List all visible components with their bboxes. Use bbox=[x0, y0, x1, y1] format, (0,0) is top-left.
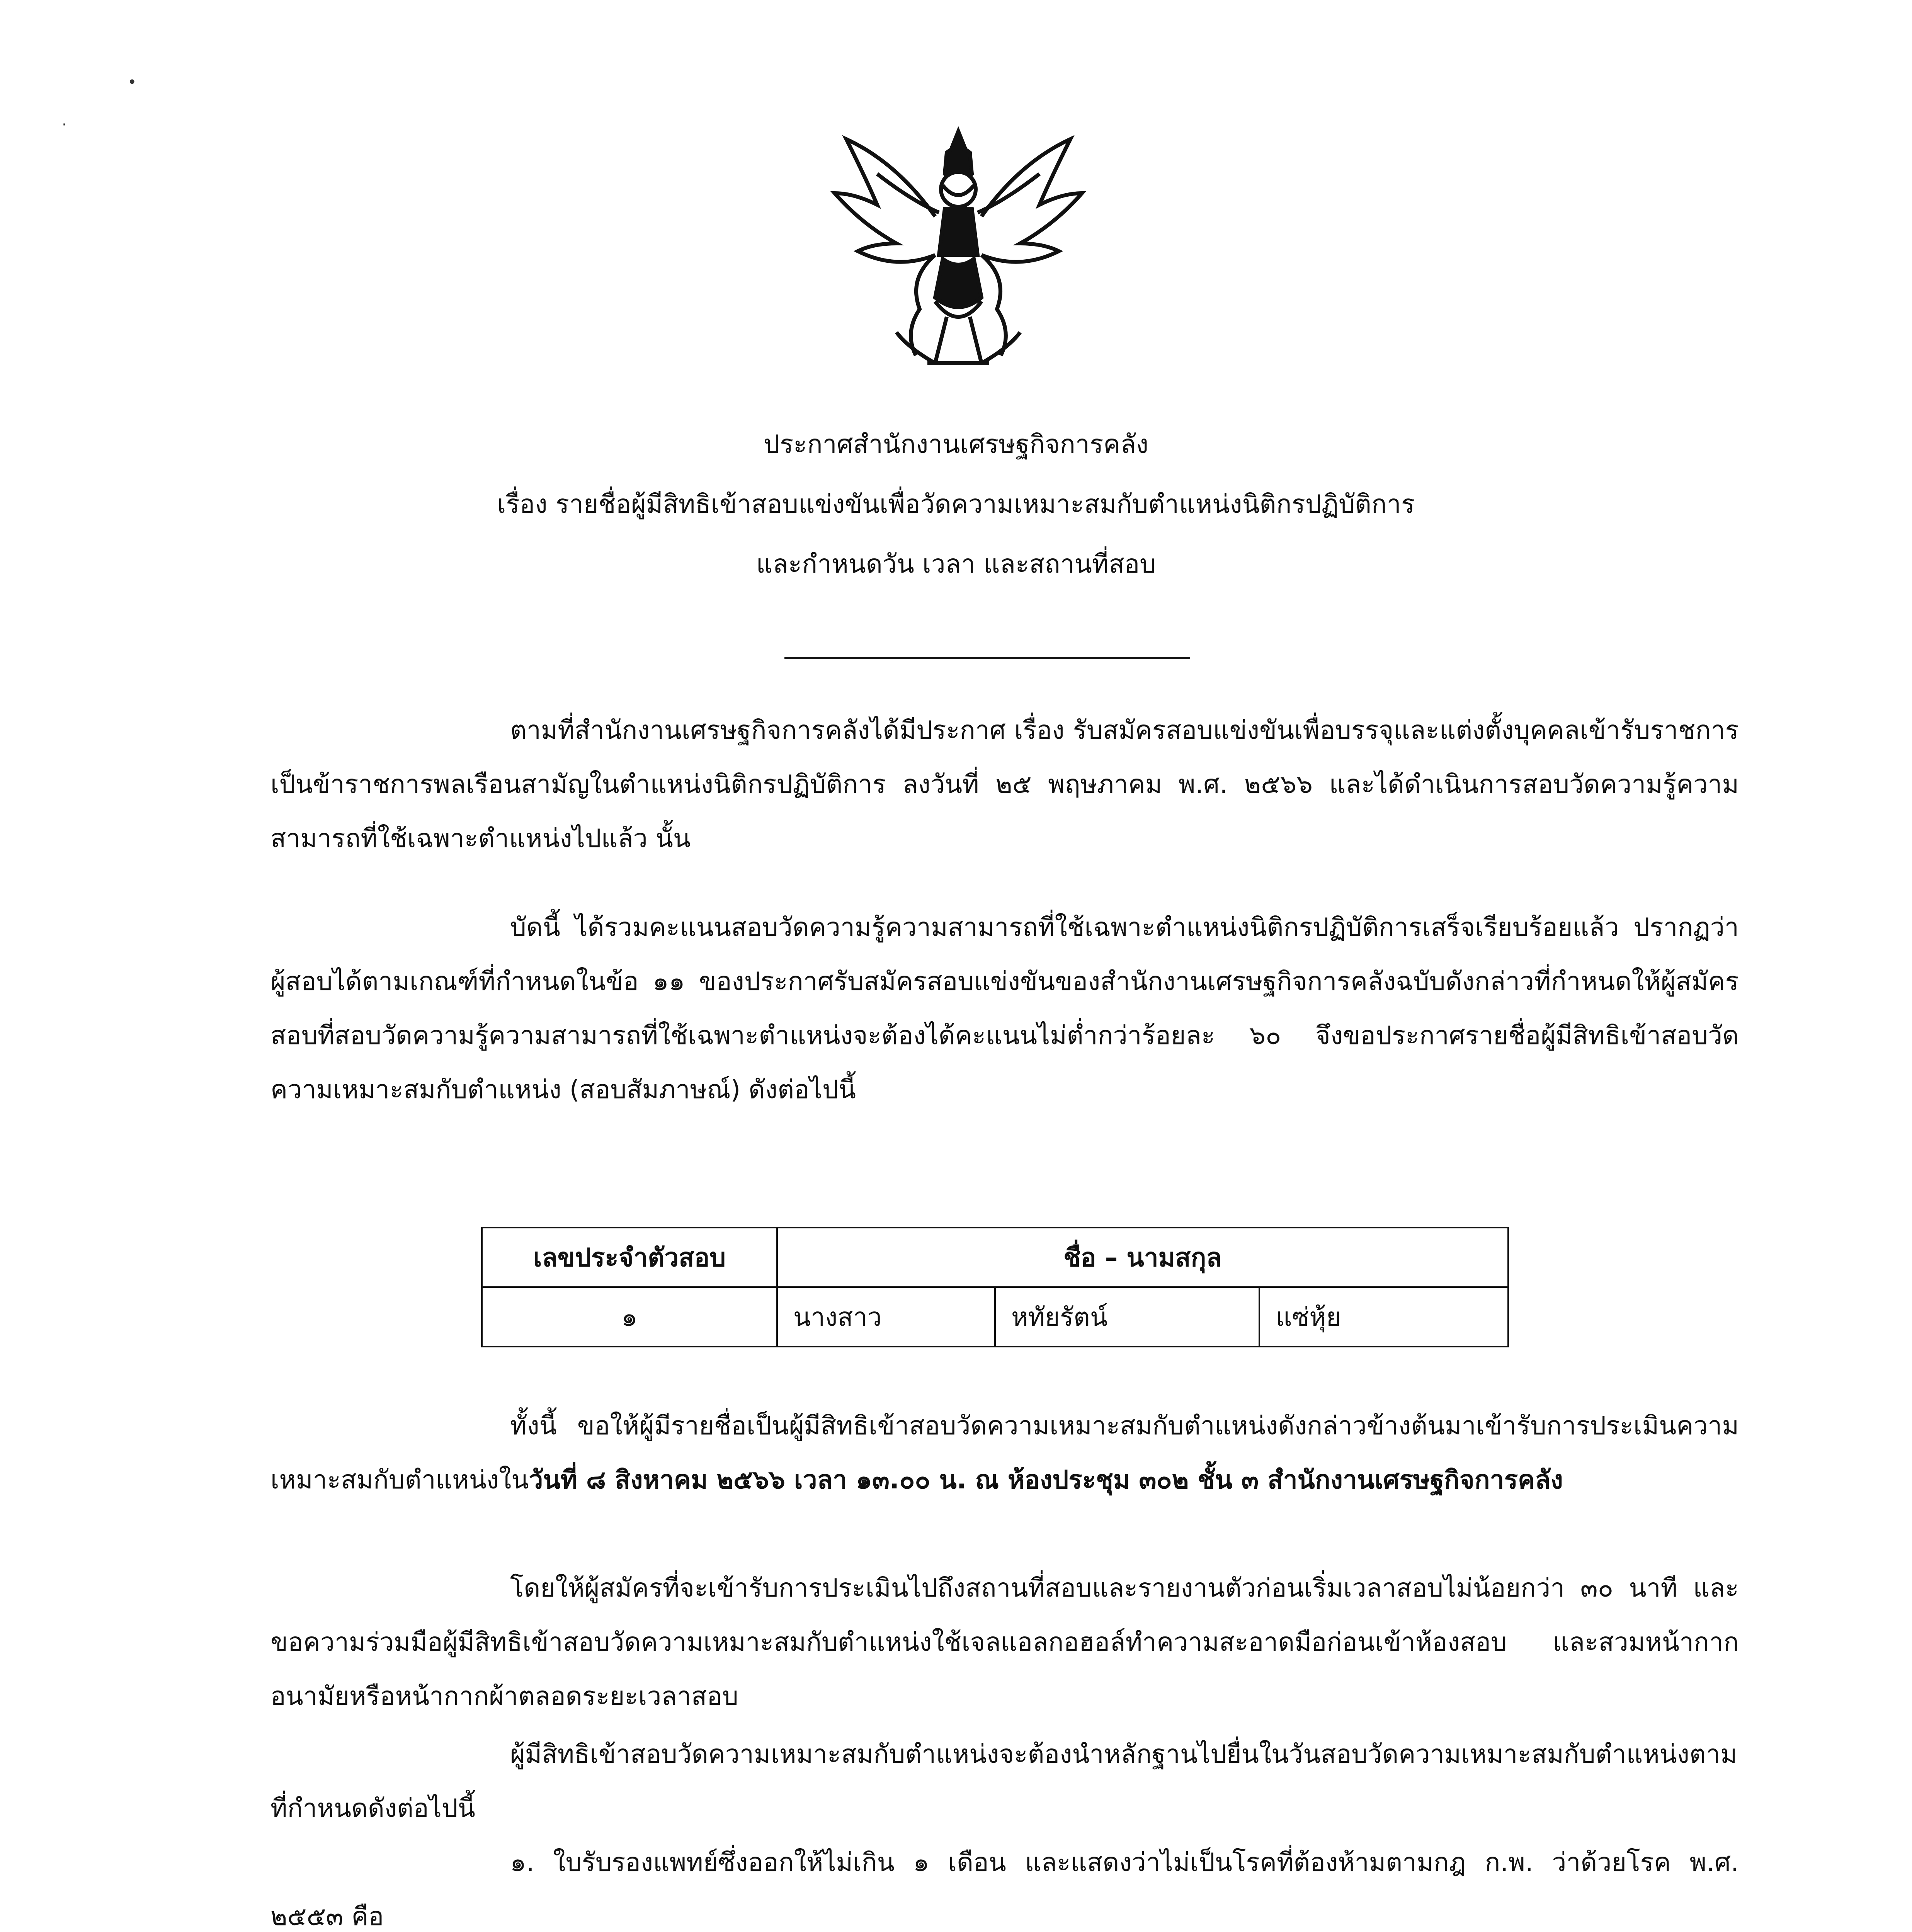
paragraph-medical-certificate: ๑. ใบรับรองแพทย์ซึ่งออกให้ไม่เกิน ๑ เดือน และแสดงว่าไม่เป็นโรคที่ต้องห้ามตามกฎ ก.พ. ว่าด้วยโรค พ.ศ. ๒๕๕๓ คือ bbox=[270, 1847, 1739, 1931]
paragraph-schedule bbox=[270, 1399, 1739, 1507]
cell-exam-id: ๑ bbox=[482, 1287, 777, 1347]
cell-first-name: หทัยรัตน์ bbox=[995, 1287, 1259, 1347]
paragraph-results: บัดนี้ ได้รวมคะแนนสอบวัดความรู้ความสามารถที่ใช้เฉพาะตำแหน่งนิติกรปฏิบัติการเสร็จเรียบร้อยแล้ว ปรากฏว่าผู้สอบได้ตามเกณฑ์ที่กำหนดในข้อ ๑๑ ของประกาศรับสมัครสอบแข่งขันของสำนักงานเศรษฐกิจการคลังฉบับดังกล่าวที่กำหนดให้ผู้สมัครสอบที่สอบวัดความรู้ความสามารถที่ใช้เฉพาะตำแหน่งจะต้องได้คะแนนไม่ต่ำกว่าร้อยละ ๖๐ จึงขอประกาศรายชื่อผู้มีสิทธิเข้าสอบวัดความเหมาะสมกับตำแหน่ง (สอบสัมภาษณ์) ดังต่อไปนี้ bbox=[270, 912, 1739, 1104]
schedule-date-location: วันที่ ๘ สิงหาคม ๒๕๖๖ เวลา ๑๓.๐๐ น. ณ ห้องประชุม ๓๐๒ ชั้น ๓ สำนักงานเศรษฐกิจการคลัง bbox=[529, 1465, 1563, 1495]
announcement-subject: เรื่อง รายชื่อผู้มีสิทธิเข้าสอบแข่งขันเพื่อวัดความเหมาะสมกับตำแหน่งนิติกรปฏิบัติการ bbox=[497, 489, 1415, 519]
header-exam-id: เลขประจำตัวสอบ bbox=[482, 1228, 777, 1287]
announcement-title: ประกาศสำนักงานเศรษฐกิจการคลัง bbox=[763, 429, 1149, 459]
schedule-text: ทั้งนี้ ขอให้ผู้มีรายชื่อเป็นผู้มีสิทธิเข้าสอบวัดความเหมาะสมกับตำแหน่งดังกล่าวข้างต้นมาเข้ารับการประเมินความเหมาะสมกับตำแหน่งใน bbox=[270, 1411, 1739, 1495]
paragraph-documents: ผู้มีสิทธิเข้าสอบวัดความเหมาะสมกับตำแหน่งจะต้องนำหลักฐานไปยื่นในวันสอบวัดความเหมาะสมกับตำแหน่งตามที่กำหนดดังต่อไปนี้ bbox=[270, 1739, 1737, 1823]
candidate-table bbox=[481, 1227, 1509, 1347]
announcement-subject-continued: และกำหนดวัน เวลา และสถานที่สอบ bbox=[756, 549, 1156, 579]
paragraph-background: ตามที่สำนักงานเศรษฐกิจการคลังได้มีประกาศ เรื่อง รับสมัครสอบแข่งขันเพื่อบรรจุและแต่งตั้งบุคคลเข้ารับราชการเป็นข้าราชการพลเรือนสามัญในตำแหน่งนิติกรปฏิบัติการ ลงวันที่ ๒๕ พฤษภาคม พ.ศ. ๒๕๖๖ และได้ดำเนินการสอบวัดความรู้ความสามารถที่ใช้เฉพาะตำแหน่งไปแล้ว นั้น bbox=[270, 715, 1739, 853]
cell-name-title: นางสาว bbox=[777, 1287, 995, 1347]
garuda-emblem-icon bbox=[819, 116, 1097, 386]
paragraph-instructions: โดยให้ผู้สมัครที่จะเข้ารับการประเมินไปถึงสถานที่สอบและรายงานตัวก่อนเริ่มเวลาสอบไม่น้อยกว่า ๓๐ นาที และขอความร่วมมือผู้มีสิทธิเข้าสอบวัดความเหมาะสมกับตำแหน่งใช้เจลแอลกอฮอล์ทำความสะอาดมือก่อนเข้าห้องสอบ และสวมหน้ากากอนามัยหรือหน้ากากผ้าตลอดระยะเวลาสอบ bbox=[270, 1573, 1739, 1711]
scan-speck-icon: · bbox=[62, 116, 67, 134]
cell-last-name: แซ่หุ้ย bbox=[1259, 1287, 1508, 1347]
table-row bbox=[482, 1287, 1508, 1347]
scan-speck-icon: • bbox=[128, 73, 137, 91]
header-full-name: ชื่อ – นามสกุล bbox=[777, 1228, 1508, 1287]
table-header-row bbox=[482, 1228, 1508, 1287]
title-divider bbox=[784, 657, 1190, 659]
